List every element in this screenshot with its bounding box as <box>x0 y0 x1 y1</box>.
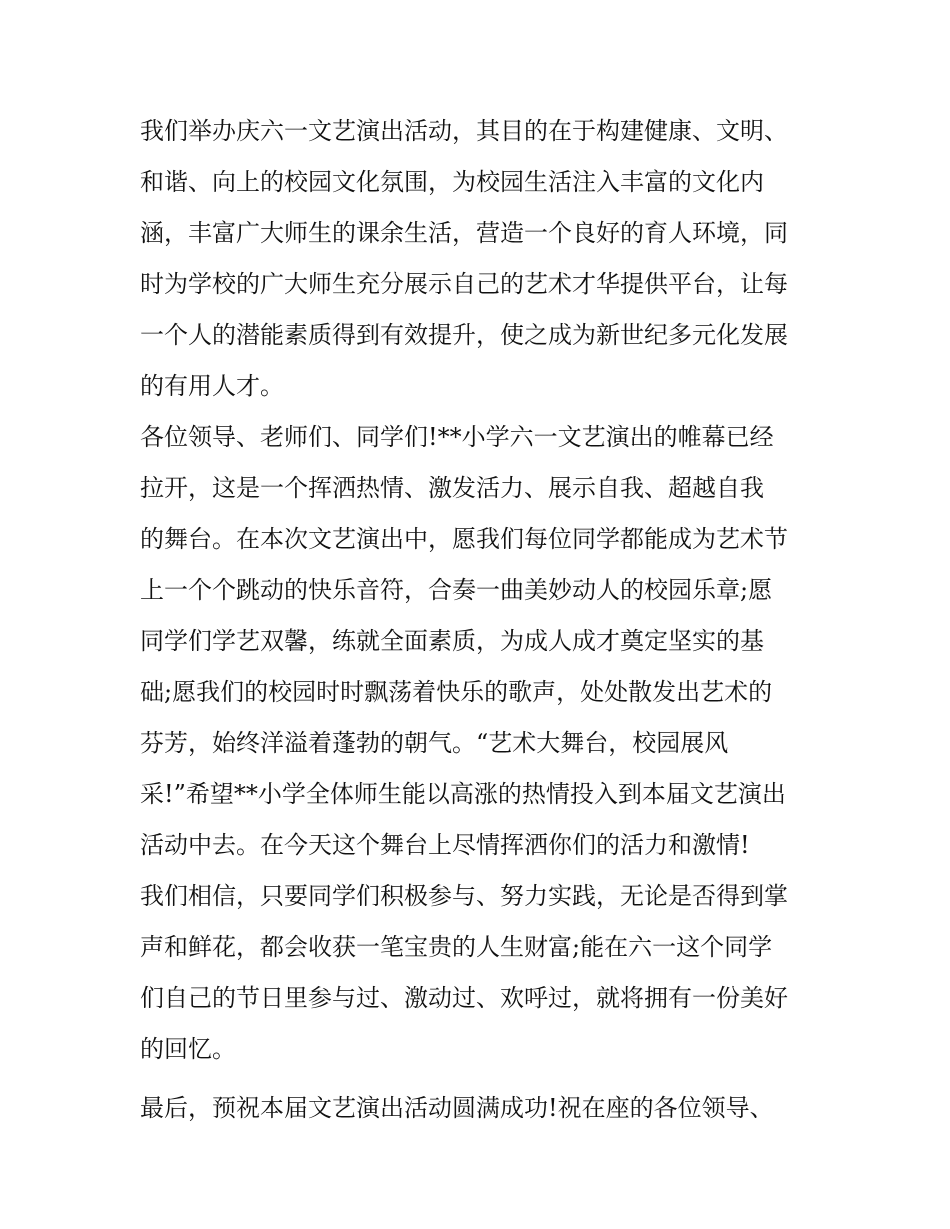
text-line: 的舞台。在本次文艺演出中，愿我们每位同学都能成为艺术节 <box>140 525 788 553</box>
text-line: 采!”希望**小学全体师生能以高涨的热情投入到本届文艺演出 <box>140 780 786 808</box>
text-line: 和谐、向上的校园文化氛围，为校园生活注入丰富的文化内 <box>140 168 764 196</box>
text-line: 最后，预祝本届文艺演出活动圆满成功!祝在座的各位领导、 <box>140 1094 774 1122</box>
paragraph-3 <box>140 871 830 1075</box>
text-line: 时为学校的广大师生充分展示自己的艺术才华提供平台，让每 <box>140 270 788 298</box>
text-line: 同学们学艺双馨，练就全面素质，为成人成才奠定坚实的基 <box>140 627 764 655</box>
text-line: 我们举办庆六一文艺演出活动，其目的在于构建健康、文明、 <box>140 117 788 145</box>
text-line: 涵，丰富广大师生的课余生活，营造一个良好的育人环境，同 <box>140 219 788 247</box>
text-line: 的回忆。 <box>140 1035 236 1063</box>
paragraph-2 <box>140 412 830 871</box>
paragraph-4 <box>140 1083 830 1134</box>
text-line: 各位领导、老师们、同学们!**小学六一文艺演出的帷幕已经 <box>140 423 774 451</box>
text-line: 芬芳，始终洋溢着蓬勃的朝气。“艺术大舞台，校园展风 <box>140 729 729 757</box>
speech-text-body <box>140 106 830 1134</box>
text-line: 我们相信，只要同学们积极参与、努力实践，无论是否得到掌 <box>140 882 788 910</box>
text-line: 声和鲜花，都会收获一笔宝贵的人生财富;能在六一这个同学 <box>140 933 773 961</box>
paragraph-spacer <box>140 1075 830 1083</box>
text-line: 的有用人才。 <box>140 372 284 400</box>
text-line: 们自己的节日里参与过、激动过、欢呼过，就将拥有一份美好 <box>140 984 788 1012</box>
paragraph-1 <box>140 106 830 412</box>
text-line: 活动中去。在今天这个舞台上尽情挥洒你们的活力和激情! <box>140 831 750 859</box>
text-line: 拉开，这是一个挥洒热情、激发活力、展示自我、超越自我 <box>140 474 764 502</box>
text-line: 一个人的潜能素质得到有效提升，使之成为新世纪多元化发展 <box>140 321 788 349</box>
text-line: 础;愿我们的校园时时飘荡着快乐的歌声，处处散发出艺术的 <box>140 678 773 706</box>
text-line: 上一个个跳动的快乐音符，合奏一曲美妙动人的校园乐章;愿 <box>140 576 773 604</box>
